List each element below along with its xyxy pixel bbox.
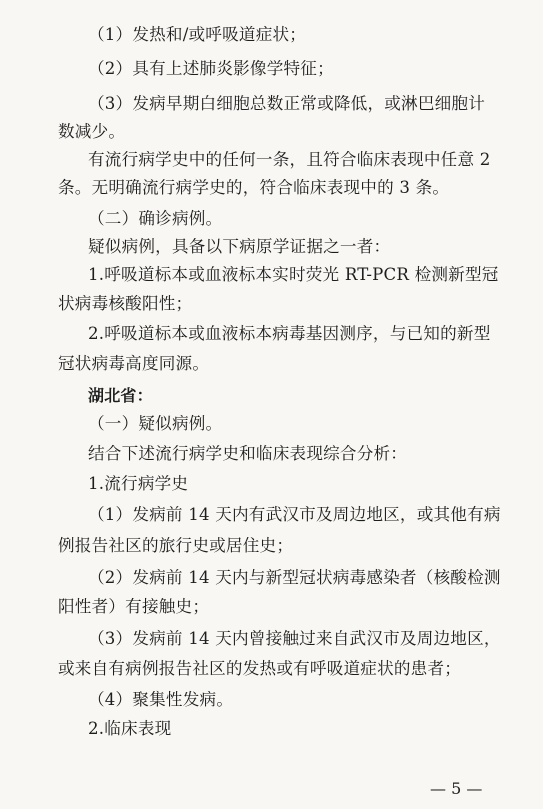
section-heading: （一）疑似病例。 <box>88 414 223 433</box>
text-line: 疑似病例，具备以下病原学证据之一者： <box>88 237 391 256</box>
text-line: （2）具有上述肺炎影像学特征； <box>88 59 334 78</box>
text-line: 2.临床表现 <box>88 719 172 738</box>
text-line: （1）发热和/或呼吸道症状； <box>88 25 307 44</box>
text-line: 或来自有病例报告社区的发热或有呼吸道症状的患者； <box>58 659 462 678</box>
text-line: 结合下述流行病学史和临床表现综合分析： <box>88 444 408 463</box>
text-line: 1.流行病学史 <box>88 474 189 493</box>
page-number: — 5 — <box>430 779 483 798</box>
text-line: （3）发病前 14 天内曾接触过来自武汉市及周边地区， <box>88 629 501 648</box>
province-heading: 湖北省： <box>88 386 153 405</box>
text-line: 状病毒核酸阳性； <box>58 294 193 313</box>
text-line: 有流行病学史中的任何一条，且符合临床表现中任意 2 <box>88 150 491 169</box>
text-line: 例报告社区的旅行史或居住史； <box>58 536 294 555</box>
text-line: 2.呼吸道标本或血液标本病毒基因测序，与已知的新型 <box>88 324 491 343</box>
text-line: 阳性者）有接触史； <box>58 597 210 616</box>
text-line: 条。无明确流行病学史的，符合临床表现中的 3 条。 <box>58 178 450 197</box>
text-line: （4）聚集性发病。 <box>88 690 234 709</box>
text-line: 数减少。 <box>58 122 126 141</box>
text-line: 冠状病毒高度同源。 <box>58 354 210 373</box>
text-line: 1.呼吸道标本或血液标本实时荧光 RT-PCR 检测新型冠 <box>88 265 499 284</box>
text-line: （3）发病早期白细胞总数正常或降低，或淋巴细胞计 <box>88 94 486 113</box>
text-line: （1）发病前 14 天内有武汉市及周边地区，或其他有病 <box>88 505 501 524</box>
section-heading: （二）确诊病例。 <box>88 209 223 228</box>
text-line: （2）发病前 14 天内与新型冠状病毒感染者（核酸检测 <box>88 568 501 587</box>
